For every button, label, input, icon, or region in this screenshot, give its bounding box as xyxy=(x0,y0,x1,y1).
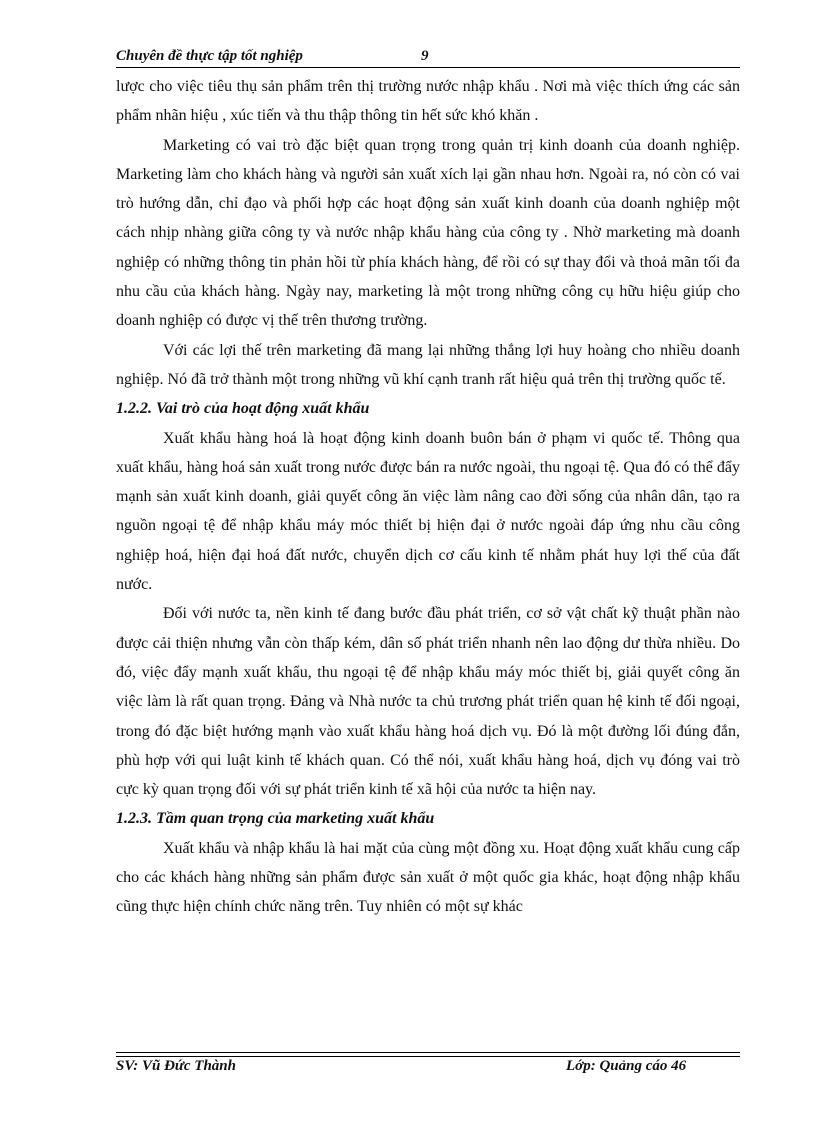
footer-class: Lớp: Quảng cáo 46 xyxy=(566,1058,687,1074)
document-body xyxy=(116,72,740,922)
paragraph-export-definition: Xuất khẩu hàng hoá là hoạt động kinh doanh buôn bán ở phạm vi quốc tế. Thông qua xuất khẩu, hàng hoá sản xuất trong nước được bán ra nước ngoài, thu ngoại tệ. Qua đó có thể đẩy mạnh sản xuất kinh doanh, giải quyết công ăn việc làm nâng cao đời sống của nhân dân, tạo ra nguồn ngoại tệ để nhập khẩu máy móc thiết bị hiện đại ở nước ngoài đáp ứng nhu cầu công nghiệp hoá, hiện đại hoá đất nước, chuyển dịch cơ cấu kinh tế nhằm phát huy lợi thế của đất nước. xyxy=(116,429,740,594)
header-title: Chuyên đề thực tập tốt nghiệp xyxy=(116,48,303,64)
section-heading-1-2-3: 1.2.3. Tầm quan trọng của marketing xuất khẩu xyxy=(116,810,435,828)
footer-student: SV: Vũ Đức Thành xyxy=(116,1058,236,1074)
paragraph-continuation: lược cho việc tiêu thụ sản phẩm trên thị trường nước nhập khẩu . Nơi mà việc thích ứng các sản phẩm nhãn hiệu , xúc tiến và thu thập thông tin hết sức khó khăn . xyxy=(116,78,740,125)
page-footer xyxy=(116,1058,740,1078)
paragraph-marketing-role: Marketing có vai trò đặc biệt quan trọng trong quản trị kinh doanh của doanh nghiệp. Marketing làm cho khách hàng và người sản xuất xích lại gần nhau hơn. Ngoài ra, nó còn có vai trò hướng dẫn, chỉ đạo và phối hợp các hoạt động sản xuất kinh doanh của doanh nghiệp một cách nhịp nhàng giữa công ty và nước nhập khẩu hàng của công ty . Nhờ marketing mà doanh nghiệp có những thông tin phản hồi từ phía khách hàng, để rồi có sự thay đổi và thoả mãn tối đa nhu cầu của khách hàng. Ngày nay, marketing là một trong những công cụ hữu hiệu giúp cho doanh nghiệp có được vị thế trên thương trường. xyxy=(116,136,740,330)
footer-rule-thick xyxy=(116,1052,740,1053)
paragraph-marketing-advantages: Với các lợi thế trên marketing đã mang lại những thắng lợi huy hoàng cho nhiều doanh nghiệp. Nó đã trở thành một trong những vũ khí cạnh tranh rất hiệu quả trên thị trường quốc tế. xyxy=(116,341,740,388)
page-header xyxy=(116,48,740,68)
paragraph-export-vietnam: Đối với nước ta, nền kinh tế đang bước đầu phát triển, cơ sở vật chất kỹ thuật phần nào được cải thiện nhưng vẫn còn thấp kém, dân số phát triển nhanh nên lao động dư thừa nhiều. Do đó, việc đẩy mạnh xuất khẩu, thu ngoại tệ để nhập khẩu máy móc thiết bị, giải quyết công ăn việc làm là rất quan trọng. Đảng và Nhà nước ta chủ trương phát triển quan hệ kinh tế đối ngoại, trong đó đặc biệt hướng mạnh vào xuất khẩu hàng hoá dịch vụ. Đó là một đường lối đúng đắn, phù hợp với qui luật kinh tế khách quan. Có thể nói, xuất khẩu hàng hoá, dịch vụ đóng vai trò cực kỳ quan trọng đối với sự phát triển kinh tế xã hội của nước ta hiện nay. xyxy=(116,605,740,799)
section-heading-1-2-2: 1.2.2. Vai trò của hoạt động xuất khẩu xyxy=(116,400,370,418)
page-number: 9 xyxy=(421,48,429,64)
footer-rule-thin xyxy=(116,1056,740,1057)
paragraph-export-marketing: Xuất khẩu và nhập khẩu là hai mặt của cùng một đồng xu. Hoạt động xuất khẩu cung cấp cho các khách hàng những sản phẩm được sản xuất ở một quốc gia khác, hoạt động nhập khẩu cũng thực hiện chính chức năng trên. Tuy nhiên có một sự khác xyxy=(116,839,740,916)
header-rule xyxy=(116,67,740,68)
